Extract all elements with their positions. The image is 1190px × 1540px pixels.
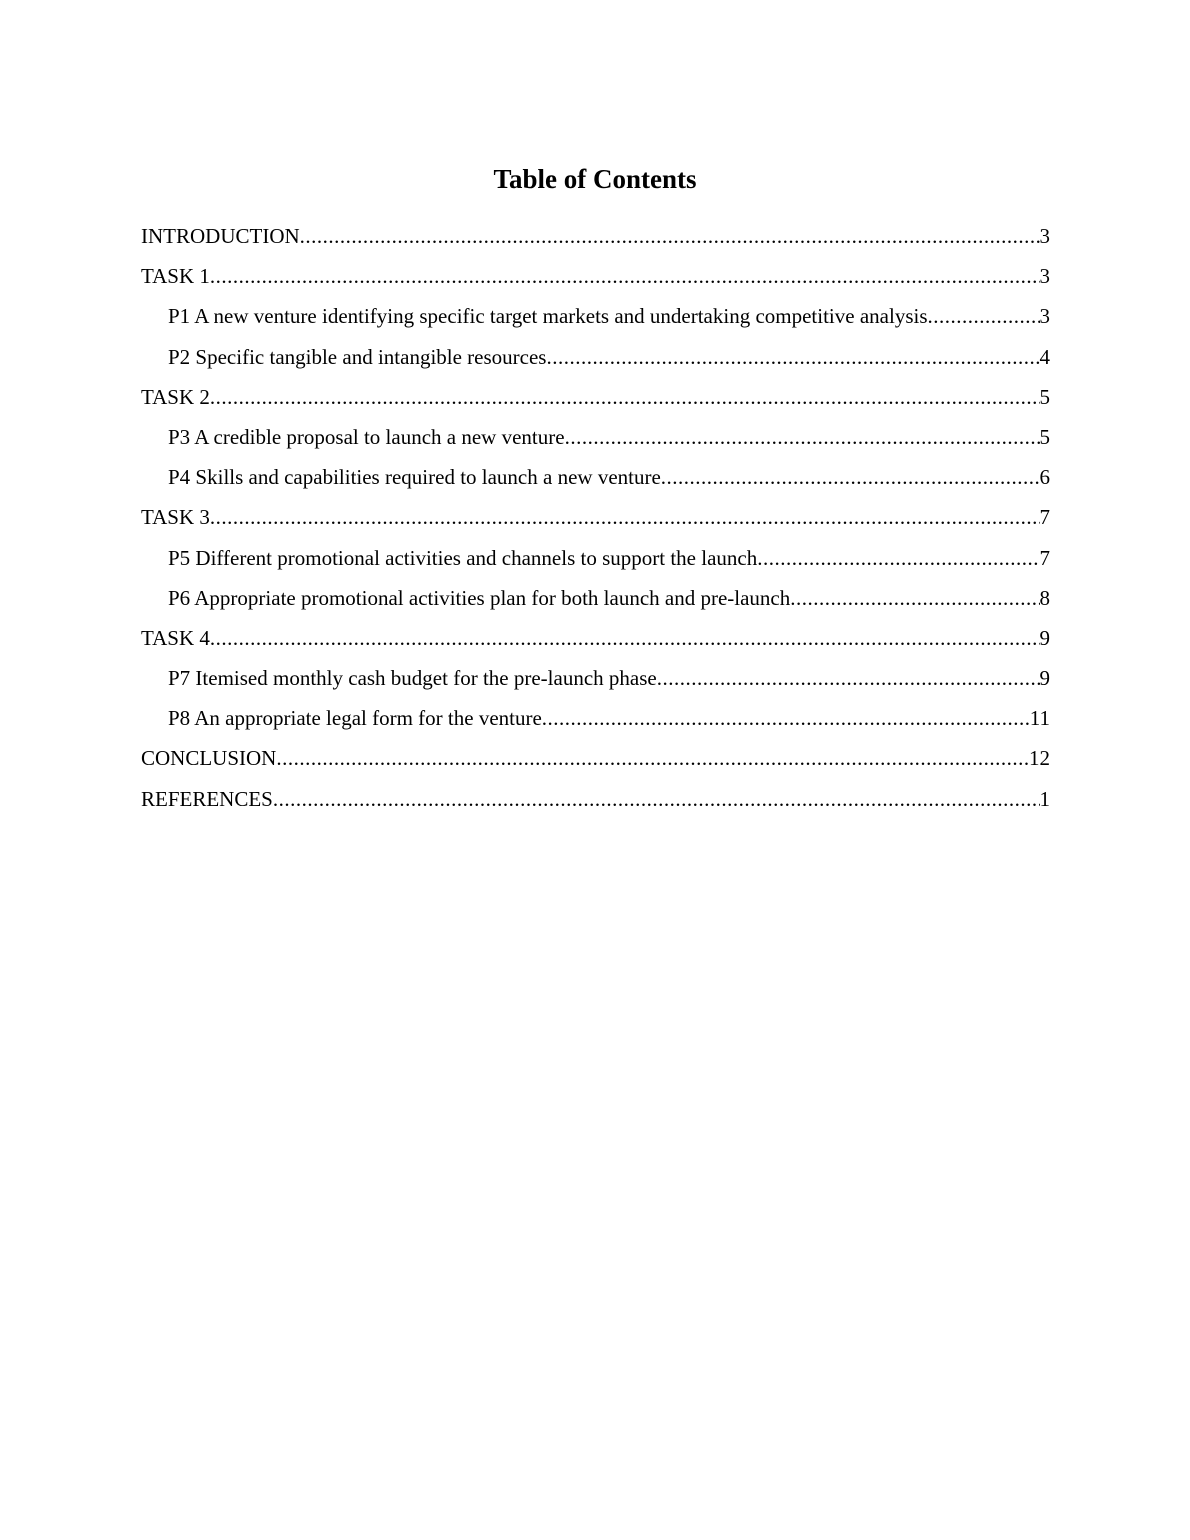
toc-dot-leader	[300, 219, 1040, 253]
toc-page-number: 12	[1029, 746, 1050, 771]
toc-page-number: 4	[1039, 344, 1050, 369]
toc-dot-leader	[757, 541, 1039, 575]
toc-page-number: 8	[1039, 585, 1050, 610]
toc-entry[interactable]	[141, 782, 1050, 822]
toc-page-number: 7	[1039, 545, 1050, 570]
toc-dot-leader	[928, 299, 1040, 333]
toc-entry[interactable]	[141, 460, 1050, 500]
toc-dot-leader	[565, 420, 1040, 454]
toc-page-number: 9	[1039, 625, 1050, 650]
toc-dot-leader	[661, 460, 1040, 494]
toc-entry-text: INTRODUCTION	[141, 224, 300, 248]
toc-entry[interactable]	[141, 380, 1050, 420]
toc-entry[interactable]	[141, 701, 1050, 741]
toc-entry-text: P5 Different promotional activities and channels to support the launch	[168, 545, 758, 570]
toc-page-number: 6	[1039, 465, 1050, 490]
toc-dot-leader	[273, 782, 1040, 816]
toc-entry[interactable]	[141, 581, 1050, 621]
toc-entry-text: P1 A new venture identifying specific target markets and undertaking competitive analysis	[168, 304, 928, 329]
toc-page-number: 11	[1029, 706, 1050, 731]
toc-entry-text: REFERENCES	[141, 786, 273, 811]
toc-entry-text: TASK 2	[141, 384, 210, 409]
toc-entry[interactable]	[141, 299, 1050, 339]
toc-dot-leader	[657, 661, 1040, 695]
toc-entry[interactable]	[141, 541, 1050, 581]
toc-entry[interactable]	[141, 621, 1050, 661]
toc-dot-leader	[210, 259, 1040, 293]
toc-entry-text: TASK 4	[141, 625, 210, 650]
toc-entry[interactable]	[141, 420, 1050, 460]
toc-entry[interactable]	[141, 741, 1050, 781]
toc-page-number: 9	[1039, 666, 1050, 691]
toc-page-number: 3	[1039, 224, 1050, 248]
toc-dot-leader	[210, 621, 1040, 655]
toc-entry-text: P8 An appropriate legal form for the venture	[168, 706, 542, 731]
toc-entry[interactable]	[141, 500, 1050, 540]
toc-page-number: 3	[1039, 264, 1050, 289]
toc-entry-text: P2 Specific tangible and intangible resources	[168, 344, 547, 369]
toc-page-number: 1	[1039, 786, 1050, 811]
toc-entry-text: TASK 1	[141, 264, 210, 289]
toc-entry-text: P3 A credible proposal to launch a new venture	[168, 424, 565, 449]
toc-list	[141, 219, 1050, 822]
toc-entry-text: P6 Appropriate promotional activities plan for both launch and pre-launch	[168, 585, 791, 610]
toc-page-number: 3	[1039, 304, 1050, 329]
toc-entry-text: P4 Skills and capabilities required to launch a new venture	[168, 465, 661, 490]
toc-entry-text: CONCLUSION	[141, 746, 277, 771]
toc-dot-leader	[210, 380, 1040, 414]
toc-page-number: 5	[1039, 424, 1050, 449]
toc-entry[interactable]	[141, 661, 1050, 701]
toc-entry-text: TASK 3	[141, 505, 210, 530]
toc-entry-text: P7 Itemised monthly cash budget for the pre-launch phase	[168, 666, 657, 691]
toc-dot-leader	[542, 701, 1030, 735]
toc-dot-leader	[276, 741, 1029, 775]
toc-page-number: 7	[1039, 505, 1050, 530]
toc-entry[interactable]	[141, 219, 1050, 259]
toc-dot-leader	[546, 340, 1039, 374]
toc-entry[interactable]	[141, 259, 1050, 299]
toc-dot-leader	[790, 581, 1039, 615]
toc-entry[interactable]	[141, 340, 1050, 380]
toc-dot-leader	[210, 500, 1040, 534]
toc-title: Table of Contents	[493, 164, 697, 194]
toc-page-number: 5	[1039, 384, 1050, 409]
